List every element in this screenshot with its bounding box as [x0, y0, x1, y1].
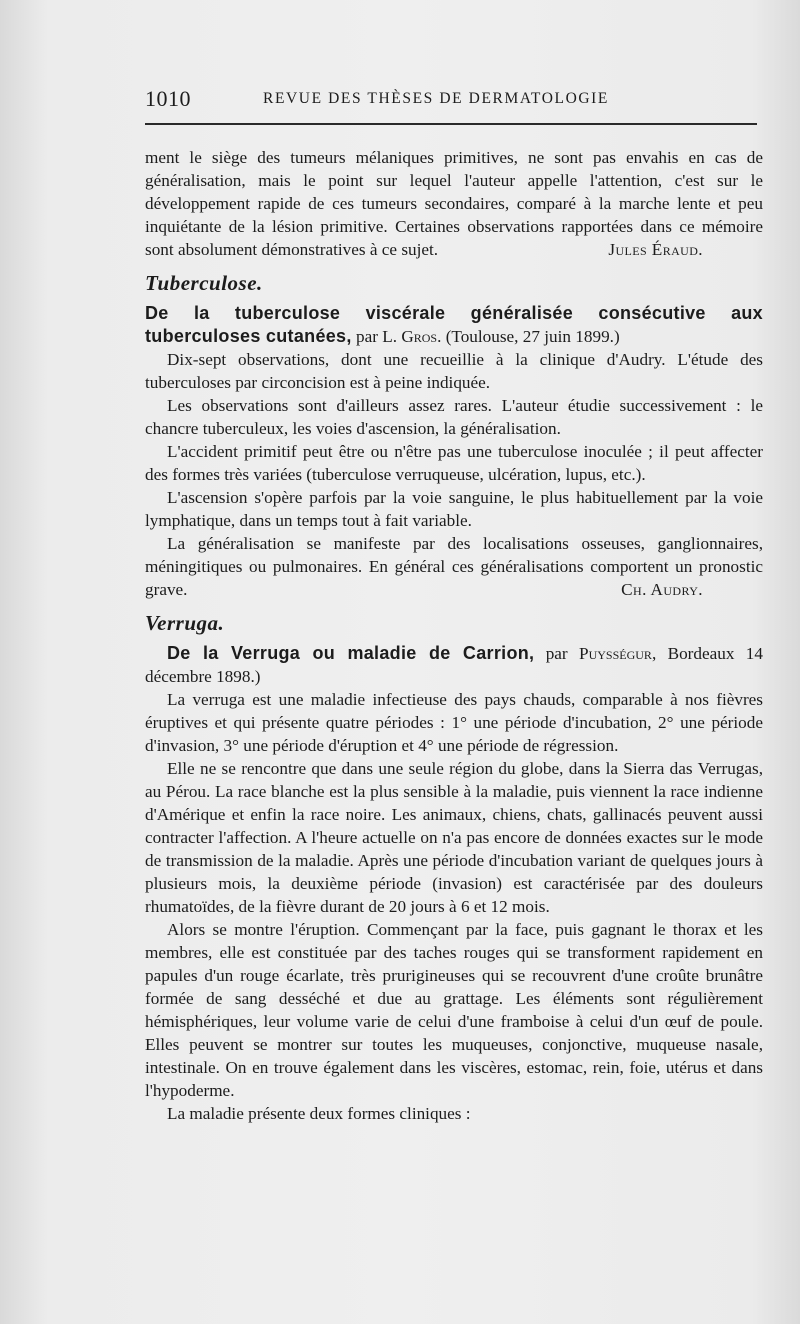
intro-signature: Jules Éraud. — [608, 240, 703, 259]
header-rule — [145, 123, 757, 125]
article-citation-verruga: , Bordeaux 14 décembre 1898.) — [145, 644, 763, 686]
tuberculose-paragraph: Les observations sont d'ailleurs assez rares. L'auteur étudie successivement : le chancre tuberculeux, les voies d'ascension, la généralisation. — [145, 396, 763, 438]
tuberculose-last-paragraph — [145, 532, 763, 601]
running-head — [145, 86, 757, 116]
section-heading-verruga: Verruga. — [145, 611, 225, 635]
page-number: 1010 — [145, 86, 191, 111]
article-title-verruga: De la Verruga ou maladie de Carrion, — [167, 643, 535, 663]
tuberculose-paragraph: L'ascension s'opère parfois par la voie sanguine, le plus habituellement par la voie lymphatique, dans un temps tout à fait variable. — [145, 488, 763, 530]
page-body — [145, 146, 763, 1125]
verruga-paragraph: La maladie présente deux formes cliniques : — [167, 1104, 471, 1123]
tuberculose-paragraph: Dix-sept observations, dont une recueillie à la clinique d'Audry. L'étude des tuberculoses par circoncision est à peine indiquée. — [145, 350, 763, 392]
article-header-verruga — [145, 642, 763, 688]
verruga-paragraph: Elle ne se rencontre que dans une seule région du globe, dans la Sierra das Verrugas, au Pérou. La race blanche est la plus sensible à la maladie, puis viennent la race indienne d'Amérique et enfin la race noire. Les animaux, chiens, chats, gallinacés peuvent aussi contracter l'affection. A l'heure actuelle on n'a pas encore de données exactes sur le mode de transmission de la maladie. Après une période d'incubation variant de quelques jours à plusieurs mois, la deuxième période (invasion) est caractérisée par des douleurs rhumatoïdes, de la fièvre durant de 20 jours à 6 et 12 mois. — [145, 759, 763, 916]
article-citation-tuberculose: . (Toulouse, 27 juin 1899.) — [437, 327, 620, 346]
article-byline-tuberculose: par L. — [351, 327, 402, 346]
article-author-verruga: Puysségur — [579, 644, 652, 663]
intro-paragraph — [145, 146, 763, 261]
journal-title: REVUE DES THÈSES DE DERMATOLOGIE — [263, 90, 609, 107]
section-heading-tuberculose: Tuberculose. — [145, 271, 263, 295]
article-byline-verruga: par — [534, 644, 580, 663]
article-header-tuberculose — [145, 302, 763, 348]
verruga-paragraph: La verruga est une maladie infectieuse des pays chauds, comparable à nos fièvres éruptives et qui présente quatre périodes : 1° une période d'incubation, 2° une période d'invasion, 3° une période d'éruption et 4° une période de régression. — [145, 690, 763, 755]
intro-text: ment le siège des tumeurs mélaniques primitives, ne sont pas envahis en cas de généralisation, mais le point sur lequel l'auteur appelle l'attention, c'est sur le développement rapide de ces tumeurs secondaires, comparé à la marche lente et peu inquiétante de la lésion primitive. Certaines observations rapportées dans ce mémoire sont absolument démonstratives à ce sujet. — [145, 148, 763, 259]
verruga-paragraph: Alors se montre l'éruption. Commençant par la face, puis gagnant le thorax et les membres, elle est constituée par des taches rouges qui se transforment rapidement en papules d'un rouge écarlate, très prurigineuses qui se recouvrent d'une croûte brunâtre formée de sang desséché et due au grattage. Les éléments sont régulièrement hémisphériques, leur volume varie de celui d'une framboise à celui d'un œuf de poule. Elles peuvent se montrer sur toutes les muqueuses, conjonctive, muqueuse nasale, intestinale. On en trouve également dans les viscères, estomac, rein, foie, utérus et dans l'hypoderme. — [145, 920, 763, 1100]
tuberculose-signature: Ch. Audry. — [621, 580, 703, 599]
article-title-tuberculose: De la tuberculose viscérale généralisée consécutive aux tuberculoses cutanées, — [145, 303, 763, 346]
article-author-tuberculose: Gros — [401, 327, 438, 346]
tuberculose-paragraph: L'accident primitif peut être ou n'être pas une tuberculose inoculée ; il peut affecter des formes très variées (tuberculose verruqueuse, ulcération, lupus, etc.). — [145, 442, 763, 484]
tuberculose-last-text: La généralisation se manifeste par des localisations osseuses, ganglionnaires, méningitiques ou pulmonaires. En général ces généralisations comportent un pronostic grave. — [145, 534, 763, 599]
